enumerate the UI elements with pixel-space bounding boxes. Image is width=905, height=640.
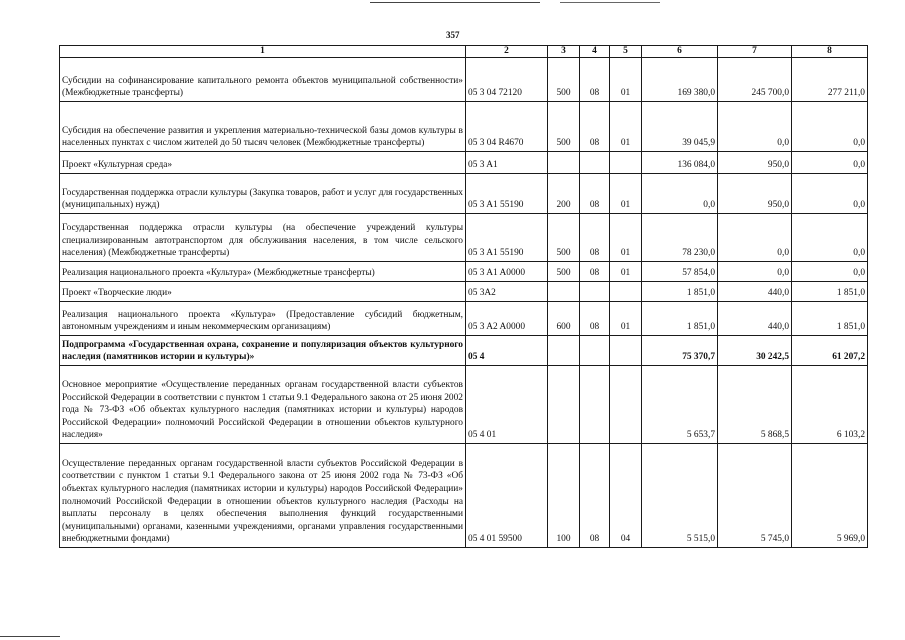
expense-type — [548, 152, 580, 174]
table-row — [60, 302, 868, 336]
header-cell: 5 — [610, 46, 642, 58]
row-description: Основное мероприятие «Осуществление переданных органам государственной власти субъектов Российской Федерации в соответствии с пунктом 1 статьи 9.1 Федерального закона от 25 июня 2002 года № 73-ФЗ «Об объектах культурного наследия (памятниках истории и культуры) народов Российской Федерации» полномочий Российской Федерации в отношении объектов культурного наследия» — [60, 366, 466, 444]
subsection-code: 01 — [610, 262, 642, 282]
subsection-code: 01 — [610, 174, 642, 214]
table-row — [60, 444, 868, 548]
budget-table — [59, 45, 868, 548]
amount-col8: 1 851,0 — [792, 282, 868, 302]
header-cell: 2 — [466, 46, 548, 58]
amount-col8: 61 207,2 — [792, 336, 868, 366]
subsection-code: 01 — [610, 102, 642, 152]
table-row — [60, 214, 868, 262]
amount-col7: 440,0 — [718, 282, 792, 302]
amount-col8: 5 969,0 — [792, 444, 868, 548]
subsection-code — [610, 366, 642, 444]
row-description: Реализация национального проекта «Культура» (Предоставление субсидий бюджетным, автономным учреждениям и иным некоммерческим организациям) — [60, 302, 466, 336]
row-description: Осуществление переданных органам государственной власти субъектов Российской Федерации в соответствии с пунктом 1 статьи 9.1 Федерального закона от 25 июня 2002 года № 73-ФЗ «Об объектах культурного наследия (памятниках истории и культуры) народов Российской Федерации» полномочий Российской Федерации в отношении объектов культурного наследия (Расходы на выплаты персоналу в целях обеспечения выполнения функций государственными (муниципальными) органами, казенными учреждениями, органами управления государственными внебюджетными фондами) — [60, 444, 466, 548]
amount-col7: 0,0 — [718, 102, 792, 152]
section-code — [580, 152, 610, 174]
amount-col8: 0,0 — [792, 214, 868, 262]
expense-type: 500 — [548, 214, 580, 262]
amount-col6: 1 851,0 — [642, 302, 718, 336]
row-description: Государственная поддержка отрасли культуры (на обеспечение учреждений культуры специализированным автотранспортом для обслуживания населения, в том числе сельского населения) (Межбюджетные трансферты) — [60, 214, 466, 262]
scan-edge-line — [560, 2, 660, 3]
amount-col7: 5 745,0 — [718, 444, 792, 548]
amount-col7: 440,0 — [718, 302, 792, 336]
header-cell: 7 — [718, 46, 792, 58]
expense-type: 500 — [548, 58, 580, 102]
table-row — [60, 152, 868, 174]
section-code: 08 — [580, 302, 610, 336]
section-code — [580, 336, 610, 366]
budget-code: 05 3 A1 55190 — [466, 174, 548, 214]
row-description: Проект «Культурная среда» — [60, 152, 466, 174]
amount-col7: 5 868,5 — [718, 366, 792, 444]
budget-code: 05 3 A2 A0000 — [466, 302, 548, 336]
subsection-code — [610, 282, 642, 302]
section-code: 08 — [580, 444, 610, 548]
subsection-code: 01 — [610, 58, 642, 102]
budget-code: 05 3 A1 A0000 — [466, 262, 548, 282]
amount-col6: 75 370,7 — [642, 336, 718, 366]
budget-code: 05 3 A1 55190 — [466, 214, 548, 262]
amount-col8: 0,0 — [792, 102, 868, 152]
budget-code: 05 3 A1 — [466, 152, 548, 174]
header-row — [60, 46, 868, 58]
page-number: 357 — [446, 30, 460, 40]
section-code — [580, 366, 610, 444]
table-row — [60, 282, 868, 302]
section-code: 08 — [580, 214, 610, 262]
amount-col8: 0,0 — [792, 152, 868, 174]
subsection-code: 04 — [610, 444, 642, 548]
amount-col6: 0,0 — [642, 174, 718, 214]
amount-col8: 6 103,2 — [792, 366, 868, 444]
row-description: Субсидия на обеспечение развития и укрепления материально-технической базы домов культуры в населенных пунктах с числом жителей до 50 тысяч человек (Межбюджетные трансферты) — [60, 102, 466, 152]
amount-col8: 277 211,0 — [792, 58, 868, 102]
amount-col8: 1 851,0 — [792, 302, 868, 336]
amount-col6: 169 380,0 — [642, 58, 718, 102]
section-code — [580, 282, 610, 302]
row-description: Государственная поддержка отрасли культуры (Закупка товаров, работ и услуг для государственных (муниципальных) нужд) — [60, 174, 466, 214]
amount-col7: 245 700,0 — [718, 58, 792, 102]
amount-col7: 30 242,5 — [718, 336, 792, 366]
budget-code: 05 4 — [466, 336, 548, 366]
row-description: Субсидии на софинансирование капитального ремонта объектов муниципальной собственности» (Межбюджетные трансферты) — [60, 58, 466, 102]
section-code: 08 — [580, 58, 610, 102]
table-row — [60, 102, 868, 152]
budget-code: 05 3A2 — [466, 282, 548, 302]
budget-code: 05 4 01 — [466, 366, 548, 444]
subsection-code: 01 — [610, 214, 642, 262]
amount-col8: 0,0 — [792, 174, 868, 214]
amount-col7: 950,0 — [718, 174, 792, 214]
header-cell: 6 — [642, 46, 718, 58]
subsection-code — [610, 336, 642, 366]
scan-edge-line — [0, 636, 60, 637]
expense-type — [548, 336, 580, 366]
amount-col7: 950,0 — [718, 152, 792, 174]
header-cell: 4 — [580, 46, 610, 58]
expense-type: 200 — [548, 174, 580, 214]
table-row — [60, 336, 868, 366]
expense-type: 100 — [548, 444, 580, 548]
amount-col6: 39 045,9 — [642, 102, 718, 152]
section-code: 08 — [580, 174, 610, 214]
header-cell: 1 — [60, 46, 466, 58]
amount-col7: 0,0 — [718, 214, 792, 262]
budget-code: 05 3 04 R4670 — [466, 102, 548, 152]
amount-col6: 1 851,0 — [642, 282, 718, 302]
budget-code: 05 3 04 72120 — [466, 58, 548, 102]
amount-col6: 5 515,0 — [642, 444, 718, 548]
expense-type: 500 — [548, 102, 580, 152]
row-description: Подпрограмма «Государственная охрана, сохранение и популяризация объектов культурного наследия (памятников истории и культуры)» — [60, 336, 466, 366]
amount-col8: 0,0 — [792, 262, 868, 282]
amount-col6: 136 084,0 — [642, 152, 718, 174]
header-cell: 8 — [792, 46, 868, 58]
expense-type: 600 — [548, 302, 580, 336]
expense-type — [548, 366, 580, 444]
scan-edge-line — [370, 2, 540, 3]
subsection-code: 01 — [610, 302, 642, 336]
section-code: 08 — [580, 102, 610, 152]
amount-col6: 57 854,0 — [642, 262, 718, 282]
expense-type: 500 — [548, 262, 580, 282]
table-row — [60, 174, 868, 214]
section-code: 08 — [580, 262, 610, 282]
table-row — [60, 58, 868, 102]
table-row — [60, 366, 868, 444]
expense-type — [548, 282, 580, 302]
amount-col6: 78 230,0 — [642, 214, 718, 262]
row-description: Реализация национального проекта «Культура» (Межбюджетные трансферты) — [60, 262, 466, 282]
subsection-code — [610, 152, 642, 174]
amount-col7: 0,0 — [718, 262, 792, 282]
row-description: Проект «Творческие люди» — [60, 282, 466, 302]
budget-code: 05 4 01 59500 — [466, 444, 548, 548]
table-row — [60, 262, 868, 282]
amount-col6: 5 653,7 — [642, 366, 718, 444]
header-cell: 3 — [548, 46, 580, 58]
